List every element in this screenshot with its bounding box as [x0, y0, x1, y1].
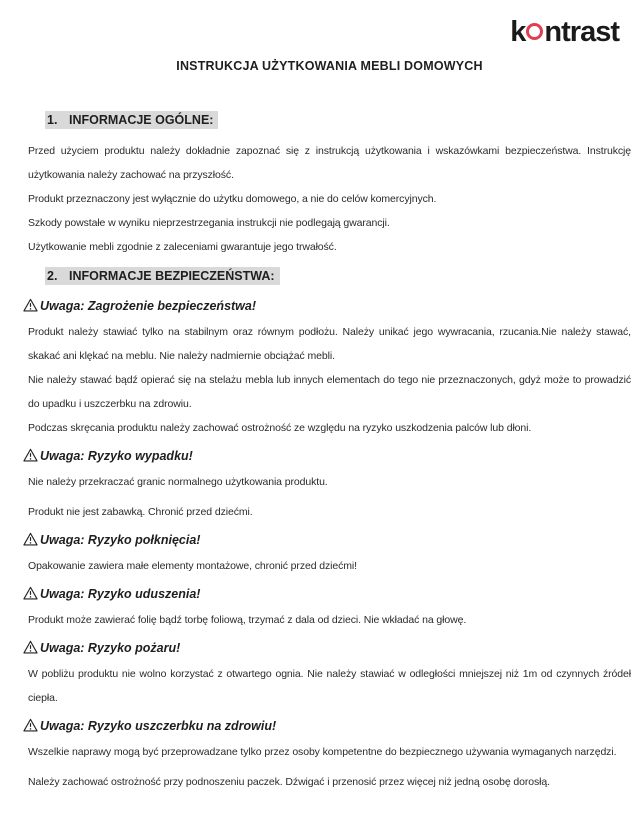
section-number: 2. [47, 269, 58, 283]
warning-paragraphs [28, 740, 631, 794]
section-heading-highlight [45, 111, 218, 129]
warning-label [23, 449, 631, 463]
paragraph: Użytkowanie mebli zgodnie z zaleceniami gwarantuje jego trwałość. [28, 241, 337, 253]
warning-text: Uwaga: Zagrożenie bezpieczeństwa! [40, 299, 257, 313]
logo-text-after: ntrast [544, 16, 619, 48]
logo-row [28, 14, 631, 50]
warning-triangle-icon [23, 448, 38, 462]
paragraph: Produkt nie jest zabawką. Chronić przed dziećmi. [28, 506, 253, 518]
warning-label [23, 719, 631, 733]
section-heading-label: INFORMACJE BEZPIECZEŃSTWA: [69, 269, 275, 283]
paragraph: Wszelkie naprawy mogą być przeprowadzane tylko przez osoby kompetentne do bezpiecznego używania wymaganych narzędzi. [28, 746, 617, 758]
section-general-paragraphs [28, 139, 631, 259]
warning-label [23, 641, 631, 655]
warning-label [23, 587, 631, 601]
logo-text-before: k [510, 16, 526, 48]
section-heading-general [45, 113, 631, 127]
warning-text: Uwaga: Ryzyko połknięcia! [40, 533, 201, 547]
warning-text: Uwaga: Ryzyko uduszenia! [40, 587, 201, 601]
paragraph: W pobliżu produktu nie wolno korzystać z otwartego ognia. Nie należy stawiać w odległości mniejszej niż 1m od czynnych źródeł ciepła. [28, 668, 631, 704]
paragraph: Nie należy przekraczać granic normalnego użytkowania produktu. [28, 476, 328, 488]
paragraph: Należy zachować ostrożność przy podnoszeniu paczek. Dźwigać i przenosić przez więcej niż jedną osobę dorosłą. [28, 776, 550, 788]
paragraph: Przed użyciem produktu należy dokładnie zapoznać się z instrukcją użytkowania i wskazówkami bezpieczeństwa. Instrukcję użytkowania należy zachować na przyszłość. [28, 145, 631, 181]
paragraph: Produkt może zawierać folię bądź torbę foliową, trzymać z dala od dzieci. Nie wkładać na głowę. [28, 614, 467, 626]
warning-label [23, 299, 631, 313]
kontrast-logo [510, 14, 619, 50]
warning-triangle-icon [23, 298, 38, 312]
warning-triangle-icon [23, 718, 38, 732]
paragraph: Podczas skręcania produktu należy zachować ostrożność ze względu na ryzyko uszkodzenia palców lub dłoni. [28, 422, 532, 434]
section-heading-label: INFORMACJE OGÓLNE: [69, 113, 214, 127]
paragraph: Produkt należy stawiać tylko na stabilnym oraz równym podłożu. Należy unikać jego wywracania, rzucania.Nie należy stawać, skakać ani klękać na meblu. Nie należy nadmiernie obciążać mebli. [28, 326, 631, 362]
paragraph: Nie należy stawać bądź opierać się na stelażu mebla lub innych elementach do tego nie przeznaczonych, gdyż może to prowadzić do upadku i uszczerbku na zdrowiu. [28, 374, 631, 410]
warning-paragraphs [28, 662, 631, 710]
warning-paragraphs [28, 470, 631, 524]
logo-ring-icon [526, 23, 543, 40]
warning-label [23, 533, 631, 547]
paragraph: Opakowanie zawiera małe elementy montażowe, chronić przed dziećmi! [28, 560, 357, 572]
warning-text: Uwaga: Ryzyko pożaru! [40, 641, 181, 655]
warning-triangle-icon [23, 586, 38, 600]
section-heading-highlight [45, 267, 280, 285]
paragraph: Szkody powstałe w wyniku nieprzestrzegania instrukcji nie podlegają gwarancji. [28, 217, 390, 229]
warning-text: Uwaga: Ryzyko uszczerbku na zdrowiu! [40, 719, 277, 733]
document-title: INSTRUKCJA UŻYTKOWANIA MEBLI DOMOWYCH [176, 59, 483, 73]
warning-triangle-icon [23, 640, 38, 654]
paragraph: Produkt przeznaczony jest wyłącznie do użytku domowego, a nie do celów komercyjnych. [28, 193, 437, 205]
warning-paragraphs [28, 554, 631, 578]
warning-paragraphs [28, 608, 631, 632]
section-heading-safety [45, 269, 631, 283]
warning-paragraphs [28, 320, 631, 440]
warning-triangle-icon [23, 532, 38, 546]
section-number: 1. [47, 113, 58, 127]
warning-text: Uwaga: Ryzyko wypadku! [40, 449, 193, 463]
